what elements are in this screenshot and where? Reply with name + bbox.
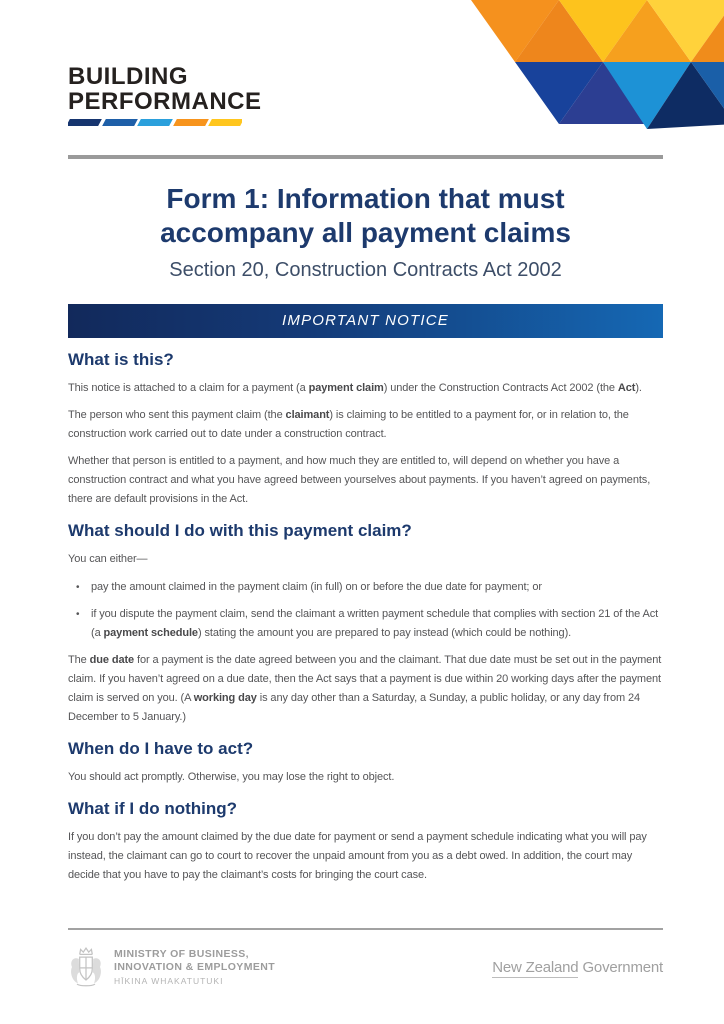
header-divider [68,155,663,159]
main-content [68,182,663,893]
section-heading: What if I do nothing? [68,799,238,818]
nz-government-part1: New Zealand [492,958,579,976]
list-item: • pay the amount claimed in the payment claim (in full) on or before the due date for payment; or [68,578,663,597]
paragraph: The person who sent this payment claim (the claimant) is claiming to be entitled to a payment for, or in relation to, the construction work carried out to date under a construction contract. [68,409,629,440]
stripe-segment [102,119,137,126]
page-title [68,182,663,250]
paragraph: The due date for a payment is the date agreed between you and the claimant. That due date must be set out in the payment claim. If you haven’t agreed on a due date, then the Act says that a payment is due within 20 working days after the payment claim is served on you. (A working day is any day other than a Saturday, a Sunday, a public holiday, or any day from 24 December to 5 January.) [68,654,662,723]
ministry-line1: MINISTRY OF BUSINESS, [114,948,249,960]
logo-stripe [68,119,242,126]
page-title-line1: Form 1: Information that must [166,183,565,214]
page-subtitle: Section 20, Construction Contracts Act 2002 [169,259,562,281]
paragraph: This notice is attached to a claim for a payment (a payment claim) under the Construction Contracts Act 2002 (the Act). [68,382,642,394]
logo-line2: PERFORMANCE [68,88,262,115]
section-what-should-i-do [68,521,663,727]
list-item: • if you dispute the payment claim, send the claimant a written payment schedule that complies with section 21 of the Act (a payment schedule) stating the amount you are prepared to pay instead (which could be nothing). [68,605,663,643]
triangle-pattern-decoration [460,0,724,135]
section-heading: What is this? [68,350,174,369]
mbie-logo-block [68,946,275,988]
nz-government-wordmark [492,959,663,976]
page-title-line2: accompany all payment claims [160,217,571,248]
footer-divider [68,928,663,930]
footer [68,946,663,988]
options-list [68,578,663,643]
section-what-is-this [68,350,663,509]
paragraph: You should act promptly. Otherwise, you may lose the right to object. [68,771,395,783]
section-what-if-nothing [68,799,663,885]
stripe-segment [209,119,242,126]
nz-government-part2: Government [582,958,663,976]
nz-coat-of-arms-icon [68,946,104,988]
building-performance-logo [68,64,262,126]
ministry-line2: INNOVATION & EMPLOYMENT [114,961,276,973]
paragraph: Whether that person is entitled to a payment, and how much they are entitled to, will depend on whether you have a construction contract and what you have agreed between yourselves about payments. If you haven’t agreed on payments, there are default provisions in the Act. [68,455,651,505]
stripe-segment [173,119,208,126]
section-heading: What should I do with this payment claim? [68,521,412,540]
mbie-wordmark [114,948,275,986]
intro-line: You can either— [68,553,148,565]
section-heading: When do I have to act? [68,739,254,758]
stripe-segment [68,119,101,126]
paragraph: If you don’t pay the amount claimed by the due date for payment or send a payment schedule indicating what you will pay instead, the claimant can go to court to recover the unpaid amount from you as a debt owed. In addition, the court may decide that you have to pay the claimant’s costs for bringing the court case. [68,831,647,881]
important-notice-banner: IMPORTANT NOTICE [68,304,663,338]
logo-line1: BUILDING [68,63,188,90]
stripe-segment [137,119,172,126]
ministry-maori-name: HĪKINA WHAKATUTUKI [114,976,224,986]
section-when-do-i-act [68,739,663,787]
